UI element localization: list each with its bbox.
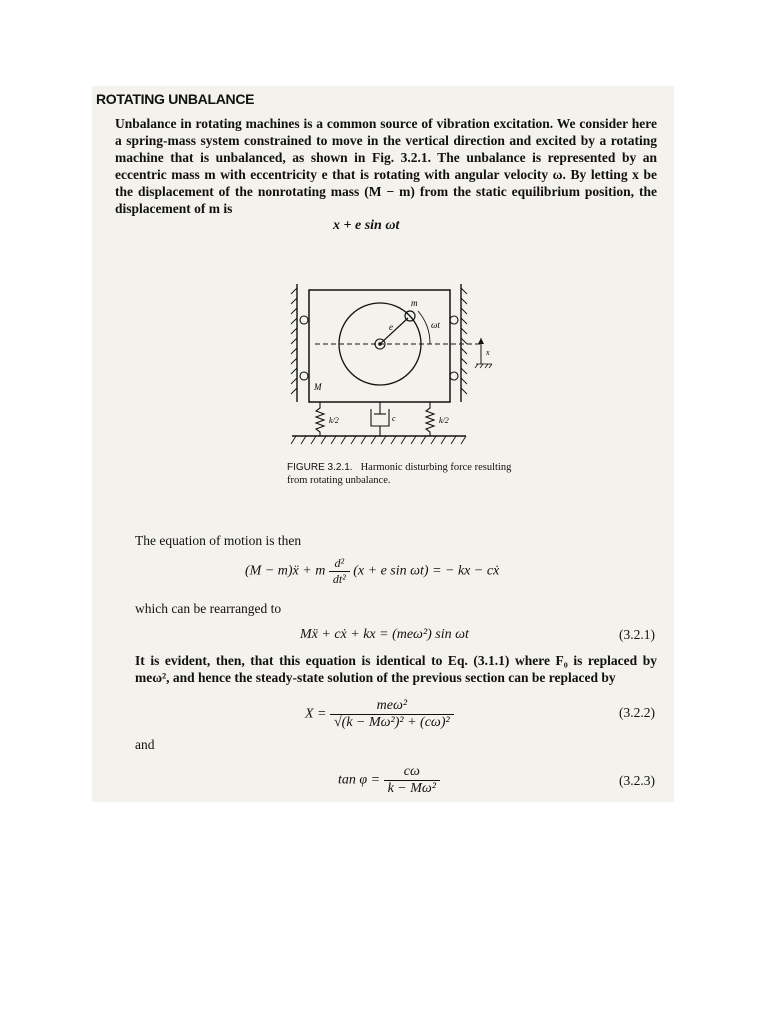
eom-frac-den: dt² — [329, 571, 350, 587]
eq-323-fraction — [384, 764, 440, 797]
eq-322-lhs: X = — [305, 706, 327, 722]
equation-3-2-1: Mẍ + cẋ + kx = (meω²) sin ωt — [300, 627, 469, 642]
eom-derivative — [329, 556, 350, 587]
intro-paragraph: Unbalance in rotating machines is a common source of vibration excitation. We consider here a spring-mass system constrained to move in the vertical direction and excited by a rotating machine that is unbalanced, as shown in Fig. 3.2.1. The unbalance is represented by an eccentric mass m with eccentricity e that is rotating with angular velocity ω. By letting x be the displacement of the nonrotating mass (M − m) from the static equilibrium position, the displacement of m is — [115, 116, 657, 216]
label-m: m — [411, 298, 418, 308]
equation-number-3-2-2: (3.2.2) — [619, 705, 655, 720]
label-k-right: k/2 — [439, 416, 449, 425]
eq-323-denominator: k − Mω² — [384, 780, 440, 797]
evident-paragraph: It is evident, then, that this equation is identical to Eq. (3.1.1) where F₀ is replaced by meω², and hence the steady-state solution of the previous section can be replaced by — [135, 653, 657, 685]
and-text: and — [135, 737, 155, 752]
motion-intro: The equation of motion is then — [135, 533, 302, 548]
displacement-expression: x + e sin ωt — [333, 218, 400, 233]
figure-caption-text: Harmonic disturbing force resulting from rotating unbalance. — [287, 462, 512, 486]
equation-3-2-2 — [305, 698, 454, 731]
eq-323-numerator: cω — [403, 764, 420, 779]
eq-322-denominator: √(k − Mω²)² + (cω)² — [330, 714, 454, 731]
label-omega-t: ωt — [431, 320, 440, 330]
eq-323-lhs: tan φ = — [338, 772, 381, 788]
equation-of-motion — [245, 556, 499, 587]
equation-number-3-2-1: (3.2.1) — [619, 627, 655, 642]
figure-caption — [287, 461, 527, 487]
equation-3-2-3 — [338, 764, 440, 797]
label-x: x — [486, 348, 490, 357]
equation-number-3-2-3: (3.2.3) — [619, 773, 655, 788]
section-heading: ROTATING UNBALANCE — [96, 91, 255, 107]
figure-rotating-unbalance — [280, 278, 510, 456]
figure-label: FIGURE 3.2.1. — [287, 462, 353, 473]
label-c: c — [392, 414, 396, 423]
eom-left: (M − m)ẍ + m — [245, 563, 326, 579]
eq-322-numerator: meω² — [376, 698, 408, 713]
label-M: M — [314, 382, 322, 392]
eom-right: (x + e sin ωt) = − kx − cẋ — [353, 563, 500, 579]
label-e: e — [389, 322, 393, 332]
label-k-left: k/2 — [329, 416, 339, 425]
eom-frac-num: d² — [334, 556, 345, 570]
rearranged-intro: which can be rearranged to — [135, 601, 282, 616]
eq-322-fraction — [330, 698, 454, 731]
